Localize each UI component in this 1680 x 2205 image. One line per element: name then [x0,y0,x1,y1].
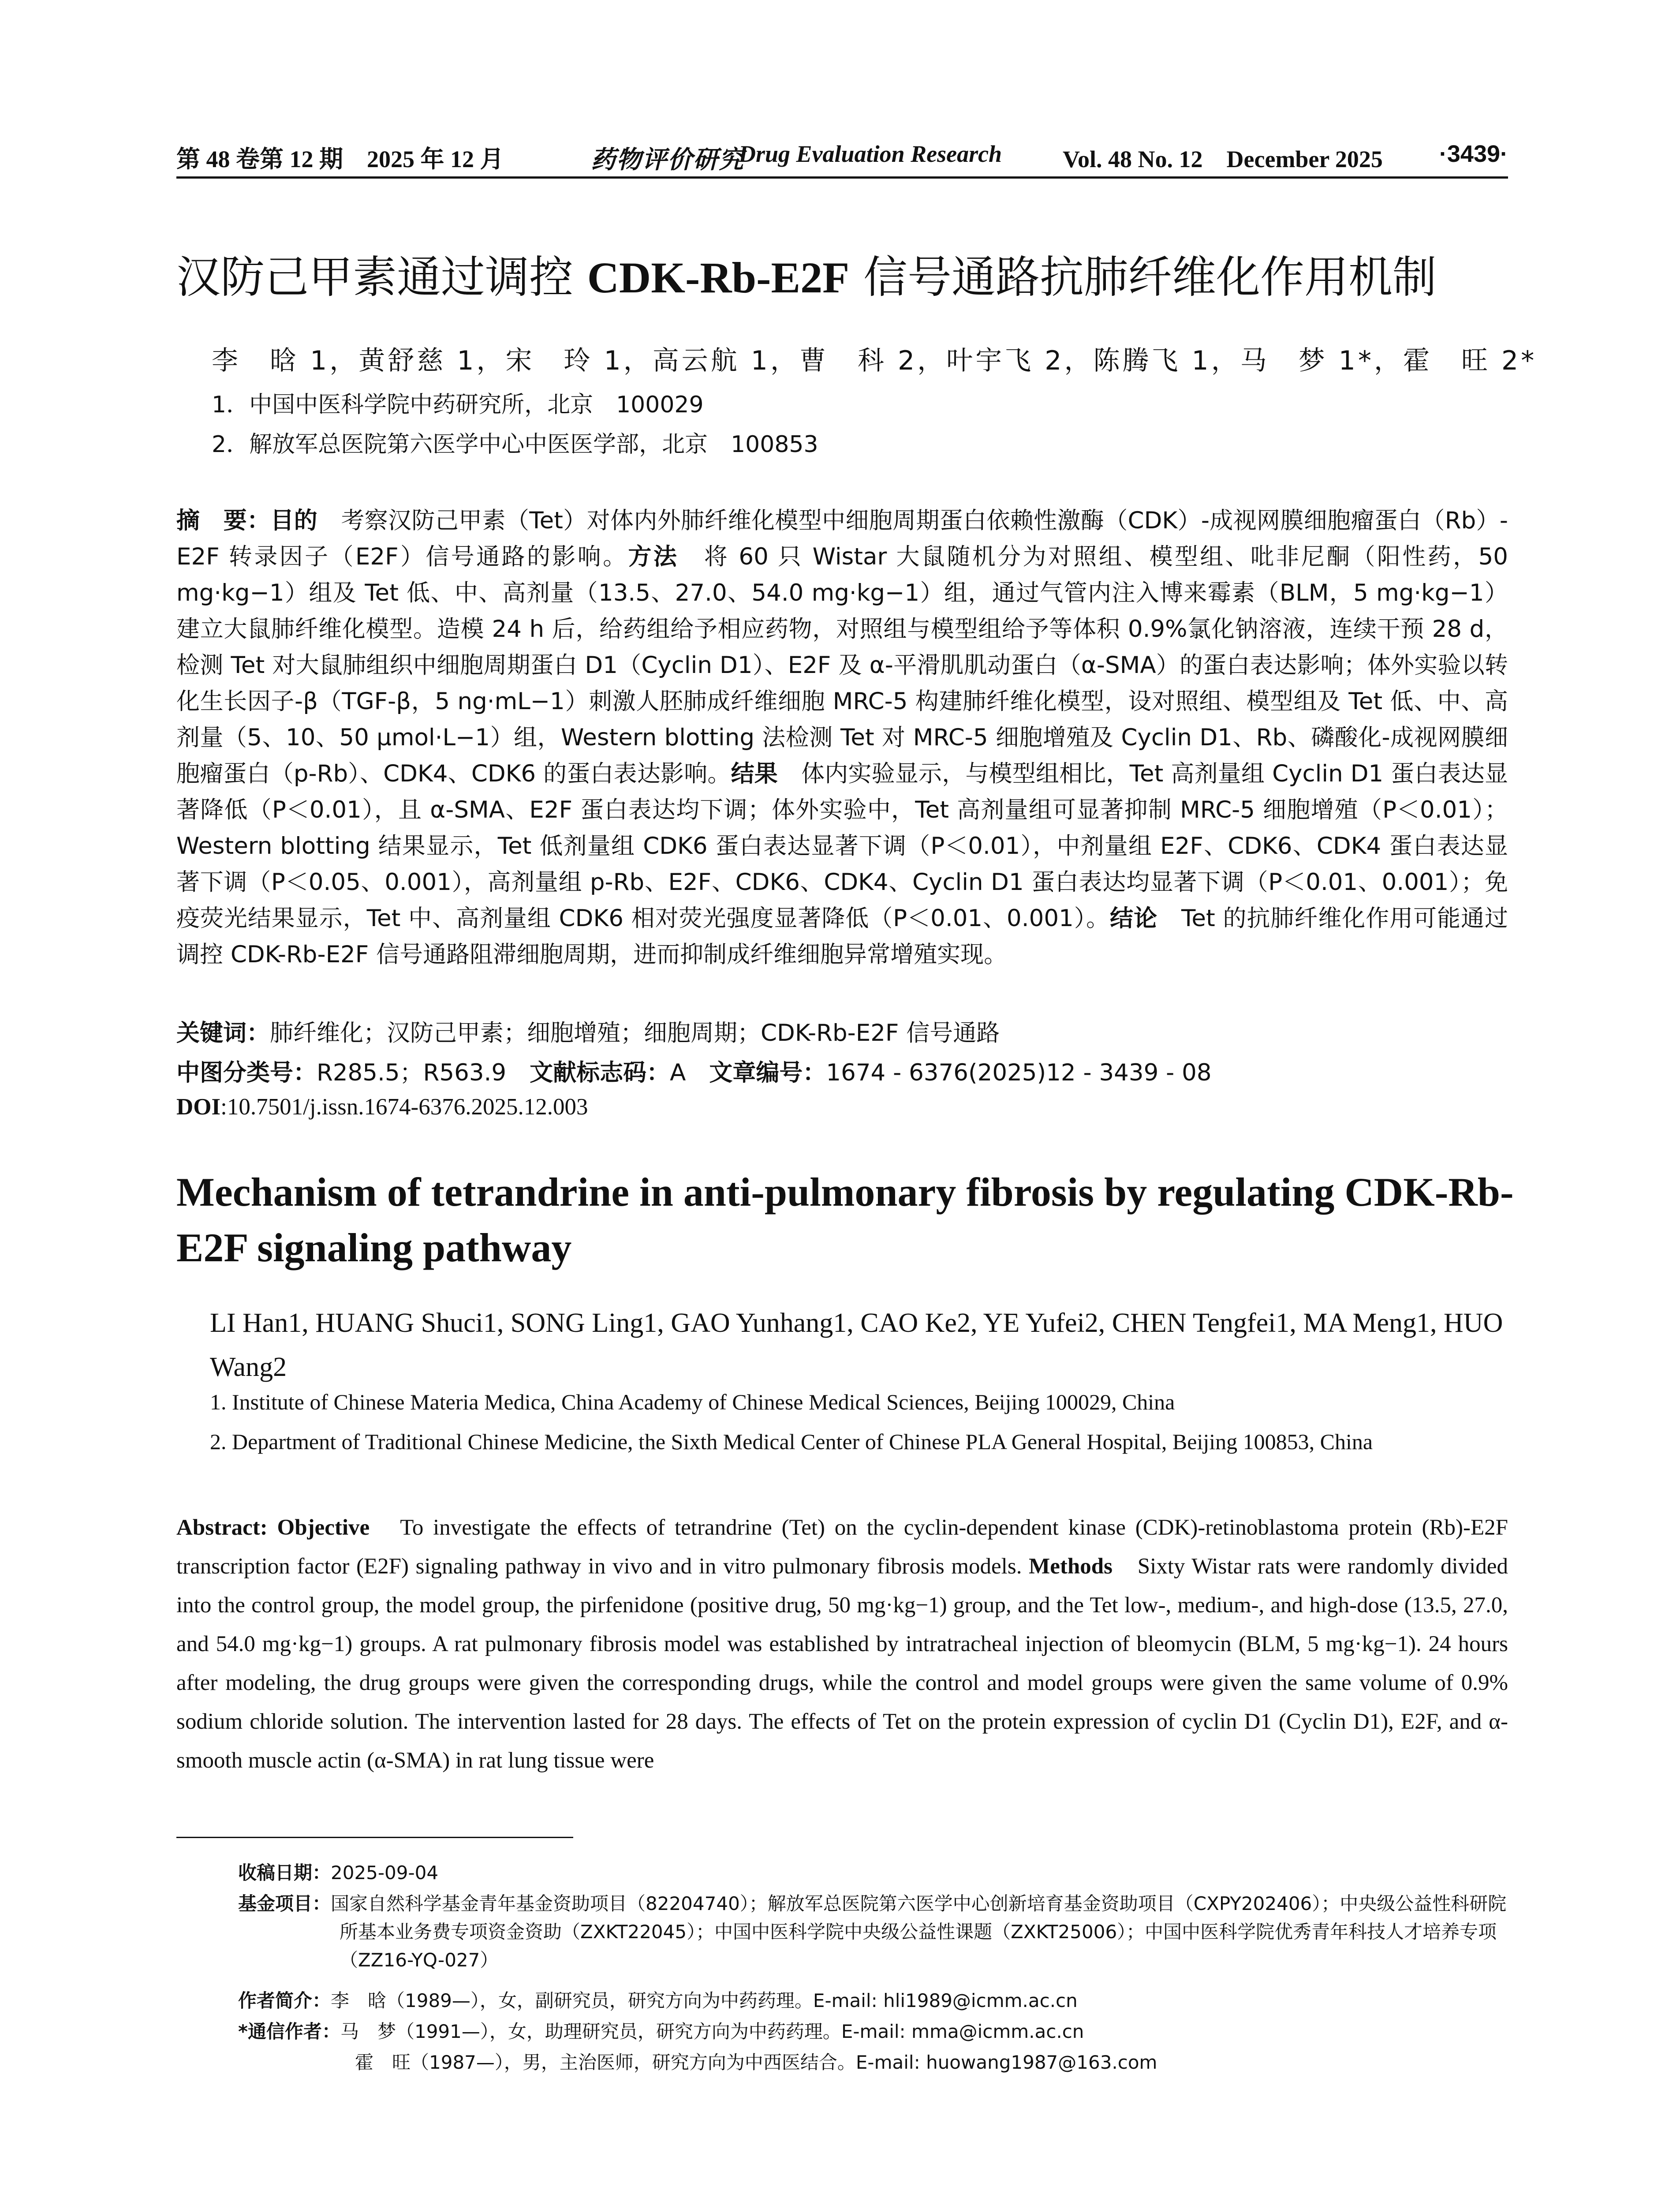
abstract-en-methods: Sixty Wistar rats were randomly divided into the control group, the model group, the pirfenidone (positive drug, 50 mg·kg−1) group, and the Tet low-, medium-, and high-dose (13.5, 27.0, and 54.0 mg·kg−1) groups. A rat pulmonary fibrosis model was established by intratracheal injection of bleomycin (BLM, 5 mg·kg−1). 24 hours after modeling, the drug groups were given the corresponding drugs, while the control and model groups were given the same volume of 0.9% sodium chloride solution. The intervention lasted for 28 days. The effects of Tet on the protein expression of cyclin D1 (Cyclin D1), E2F, and α-smooth muscle actin (α-SMA) in rat lung tissue were [176,1554,1508,1773]
header-volume-cn: 第 48 卷第 12 期 2025 年 12 月 [176,146,504,172]
abstract-cn-results-label: 结果 [731,760,778,787]
abstract-cn-objective-label: 目的 [270,507,318,534]
footnote-corresponding-2: 霍 旺（1987—），男，主治医师，研究方向为中西医结合。E-mail: huowang1987@163.com [355,2052,1157,2073]
keywords-cn [176,1014,1000,1048]
footnote-bio [238,1987,1508,2015]
keywords-text: 肺纤维化；汉防己甲素；细胞增殖；细胞周期；CDK-Rb-E2F 信号通路 [270,1020,1000,1046]
keywords-label: 关键词： [176,1020,270,1046]
received-date: 2025-09-04 [331,1862,439,1884]
doi-line [176,1094,588,1120]
corr-text-1: 马 梦（1991—），女，助理研究员，研究方向为中药药理。E-mail: mma@icmm.ac.cn [340,2021,1084,2042]
clc-value: R285.5；R563.9 [317,1059,530,1086]
abstract-en-objective: To investigate the effects of tetrandrine (Tet) on the cyclin-dependent kinase (CDK)-retinoblastoma protein (Rb)-E2F transcription factor (E2F) signaling pathway in vivo and in vitro pulmonary fibrosis models. [176,1515,1508,1579]
doi-label: DOI [176,1094,221,1120]
clc-label: 中图分类号： [176,1059,317,1086]
corr-label: *通信作者： [238,2021,340,2042]
abstract-en [176,1508,1508,1780]
authors-en: LI Han1, HUANG Shuci1, SONG Ling1, GAO Yunhang1, CAO Ke2, YE Yufei2, CHEN Tengfei1, MA Meng1, HUO Wang2 [210,1308,1503,1382]
title-cn-part-b: CDK-Rb-E2F [587,253,850,302]
affiliation-en-2: 2. Department of Traditional Chinese Medicine, the Sixth Medical Center of Chinese PLA General Hospital, Beijing 100853, China [210,1429,1373,1454]
header-rule [176,176,1508,179]
title-en: Mechanism of tetrandrine in anti-pulmonary fibrosis by regulating CDK-Rb-E2F signaling pathway [176,1170,1514,1270]
affiliation-en-1: 1. Institute of Chinese Materia Medica, China Academy of Chinese Medical Sciences, Beijing 100029, China [210,1390,1175,1414]
article-no-value: 1674 - 6376(2025)12 - 3439 - 08 [826,1059,1212,1086]
fund-text: 国家自然科学基金青年基金资助项目（82204740）；解放军总医院第六医学中心创新培育基金资助项目（CXPY202406）；中央级公益性科研院所基本业务费专项资金资助（ZXKT22045）；中国中医科学院中央级公益性课题（ZXKT25006）；中国中医科学院优秀青年科技人才培养专项（ZZ16-YQ-027） [331,1893,1507,1971]
footnote-fund [238,1890,1508,1974]
header-page-number: ·3439· [1439,141,1508,167]
abstract-cn-objective: 考察汉防己甲素（Tet）对体内外肺纤维化模型中细胞周期蛋白依赖性激酶（CDK）-成视网膜细胞瘤蛋白（Rb）-E2F 转录因子（E2F）信号通路的影响。 [176,507,1508,570]
abstract-cn-methods-label: 方法 [628,543,679,570]
received-label: 收稿日期： [238,1862,331,1884]
authors-cn: 李 晗 1，黄舒慈 1，宋 玲 1，高云航 1，曹 科 2，叶宇飞 2，陈腾飞 1，马 梦 1*，霍 旺 2* [212,345,1537,376]
running-header [176,140,1508,180]
affiliation-cn-2: 2．解放军总医院第六医学中心中医医学部，北京 100853 [212,431,818,458]
header-journal-en: Drug Evaluation Research [739,141,1002,167]
article-no-label: 文章编号： [709,1059,826,1086]
bio-text: 李 晗（1989—），女，副研究员，研究方向为中药药理。E-mail: hli1989@icmm.ac.cn [331,1990,1078,2011]
footnote-received [238,1859,1508,1887]
doi-value: :10.7501/j.issn.1674-6376.2025.12.003 [220,1094,588,1120]
title-cn-part-a: 汉防己甲素通过调控 [176,251,587,303]
abstract-en-methods-label: Methods [1029,1554,1113,1579]
doc-code-value: A [670,1059,709,1086]
footnote-rule [176,1837,573,1838]
journal-logo: 药物评价研究 [591,145,744,174]
abstract-cn-conclusion: Tet 的抗肺纤维化作用可能通过调控 CDK-Rb-E2F 信号通路阻滞细胞周期，进而抑制成纤维细胞异常增殖实现。 [176,905,1508,968]
abstract-cn-results: 体内实验显示，与模型组相比，Tet 高剂量组 Cyclin D1 蛋白表达显著降低（P＜0.01），且 α-SMA、E2F 蛋白表达均下调；体外实验中，Tet 高剂量组可显著抑制 MRC-5 细胞增殖（P＜0.01）；Western blotting 结果显示，Tet 低剂量组 CDK6 蛋白表达显著下调（P＜0.01），中剂量组 E2F、CDK6、CDK4 蛋白表达显著下调（P＜0.05、0.001），高剂量组 p-Rb、E2F、CDK6、CDK4、Cyclin D1 蛋白表达均显著下调（P＜0.01、0.001）；免疫荧光结果显示，Tet 中、高剂量组 CDK6 相对荧光强度显著降低（P＜0.01、0.001）。 [176,760,1508,932]
bio-label: 作者简介： [238,1990,331,2011]
fund-label: 基金项目： [238,1893,331,1914]
affiliation-cn-1: 1．中国中医科学院中药研究所，北京 100029 [212,392,704,418]
abstract-en-label: Abstract: Objective [176,1515,370,1540]
header-volume-en: Vol. 48 No. 12 December 2025 [1063,146,1383,172]
footnote-corresponding [238,2018,1508,2046]
doc-code-label: 文献标志码： [530,1059,670,1086]
title-cn-part-c: 信号通路抗肺纤维化作用机制 [849,251,1437,303]
abstract-cn-methods: 将 60 只 Wistar 大鼠随机分为对照组、模型组、吡非尼酮（阳性药，50 mg·kg−1）组及 Tet 低、中、高剂量（13.5、27.0、54.0 mg·kg−1）组，通过气管内注入博来霉素（BLM，5 mg·kg−1）建立大鼠肺纤维化模型。造模 24 h 后，给药组给予相应药物，对照组与模型组给予等体积 0.9%氯化钠溶液，连续干预 28 d，检测 Tet 对大鼠肺组织中细胞周期蛋白 D1（Cyclin D1）、E2F 及 α-平滑肌肌动蛋白（α-SMA）的蛋白表达影响；体外实验以转化生长因子-β（TGF-β，5 ng·mL−1）刺激人胚肺成纤维细胞 MRC-5 构建肺纤维化模型，设对照组、模型组及 Tet 低、中、高剂量（5、10、50 μmol·L−1）组，Western blotting 法检测 Tet 对 MRC-5 细胞增殖及 Cyclin D1、Rb、磷酸化-成视网膜细胞瘤蛋白（p-Rb）、CDK4、CDK6 的蛋白表达影响。 [176,543,1508,787]
title-cn [176,242,1508,305]
abstract-cn-label: 摘 要： [176,507,271,534]
abstract-cn-conclusion-label: 结论 [1110,905,1158,932]
classification-line [176,1054,1212,1088]
abstract-cn [176,503,1508,973]
